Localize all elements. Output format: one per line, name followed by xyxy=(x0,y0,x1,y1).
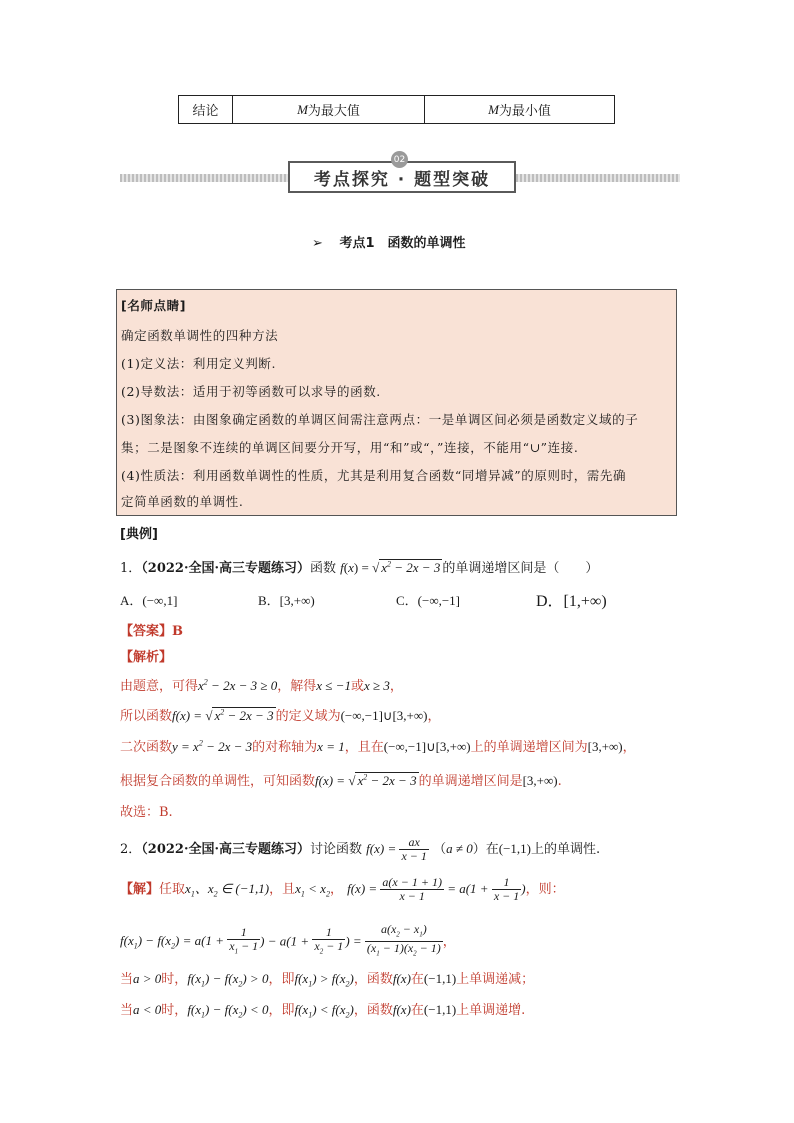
arrow-icon: ➢ xyxy=(312,236,323,251)
option-a: A．(−∞,1] xyxy=(120,593,178,608)
analysis-line-1: 由题意，可得$x^2 - 2x - 3 \ge 0$，解得x ≤ −1或x ≥ 3， xyxy=(120,677,403,694)
solution-line-1: 【解】任取$x_1$、$x_2$ ∈ (−1,1)，且$x_1 < x_2$， f(x) = $\frac{a(x - 1 + 1)}{x - 1}$ = a(1 + $\frac{1}{x - 1}$ )，则： xyxy=(120,875,565,903)
table-cell-max: M 为最大值 xyxy=(233,96,425,123)
section-badge: 02 xyxy=(391,151,408,168)
analysis-line-5: 故选：B. xyxy=(120,805,173,820)
tips-title: [名师点睛] xyxy=(121,298,187,313)
conclusion-table xyxy=(178,95,615,124)
tips-line: (4)性质法：利用函数单调性的性质，尤其是利用复合函数“同增异减”的原则时，需先确 xyxy=(121,468,627,483)
analysis-line-3: 二次函数$y = x^2 - 2x - 3$的对称轴为x = 1，且在(−∞,−1]∪[3,+∞)上的单调递增区间为[3,+∞)， xyxy=(120,738,636,755)
solution-line-3: 当a > 0时，$f(x_1) - f(x_2) > 0$，即$f(x_1) > f(x_2)$，函数f(x)在(−1,1)上单调递减； xyxy=(120,971,535,989)
analysis-line-4: 根据复合函数的单调性，可知函数f(x) = √ $x^2 - 2x - 3$ 的单调递增区间是[3,+∞). xyxy=(120,772,562,789)
option-c: C．(−∞,−1] xyxy=(396,593,461,608)
table-cell-label: 结论 xyxy=(179,96,233,123)
tips-line: 确定函数单调性的四种方法 xyxy=(121,328,279,343)
tips-line: 定简单函数的单调性. xyxy=(121,494,244,509)
option-d: D．[1,+∞) xyxy=(536,593,607,610)
topic-heading: ➢ 考点1 函数的单调性 xyxy=(312,236,466,251)
tips-line: 集；二是图象不连续的单调区间要分开写，用“和”或“，”连接，不能用“∪”连接. xyxy=(121,440,579,455)
answer: 【答案】B xyxy=(120,624,183,639)
example-label: [典例] xyxy=(120,527,158,542)
option-b: B．[3,+∞) xyxy=(258,593,315,608)
question-1: 1．（2022·全国·高三专题练习）函数 f(x) = √ $x^2 - 2x - 3$ 的单调递增区间是（ ） xyxy=(120,559,599,576)
solution-line-2: $f(x_1) - f(x_2) = a(1$ + $\frac{1}{x_1 - 1}$ ) − a(1 + $\frac{1}{x_2 - 1}$ ) = $\frac{a(x_2 - x_1)}{(x_1 - 1)(x_2 - 1)}$ ， xyxy=(120,922,456,958)
tips-line: (3)图象法：由图象确定函数的单调区间需注意两点：一是单调区间必须是函数定义域的子 xyxy=(121,412,639,427)
tips-line: (2)导数法：适用于初等函数可以求导的函数. xyxy=(121,384,381,399)
tips-line: (1)定义法：利用定义判断. xyxy=(121,356,277,371)
section-banner: 考点探究 · 题型突破 xyxy=(288,161,516,193)
analysis-label: 【解析】 xyxy=(120,650,173,665)
solution-line-4: 当a < 0时，$f(x_1) - f(x_2) < 0$，即$f(x_1) < f(x_2)$，函数f(x)在(−1,1)上单调递增. xyxy=(120,1002,526,1020)
table-cell-min: M 为最小值 xyxy=(488,101,551,118)
question-2: 2．（2022·全国·高三专题练习）讨论函数 f(x) = $\frac{ax}{x - 1}$ （a ≠ 0）在(−1,1)上的单调性. xyxy=(120,835,601,863)
analysis-line-2: 所以函数f(x) = √ $x^2 - 2x - 3$ 的定义域为(−∞,−1]∪[3,+∞)， xyxy=(120,707,441,724)
